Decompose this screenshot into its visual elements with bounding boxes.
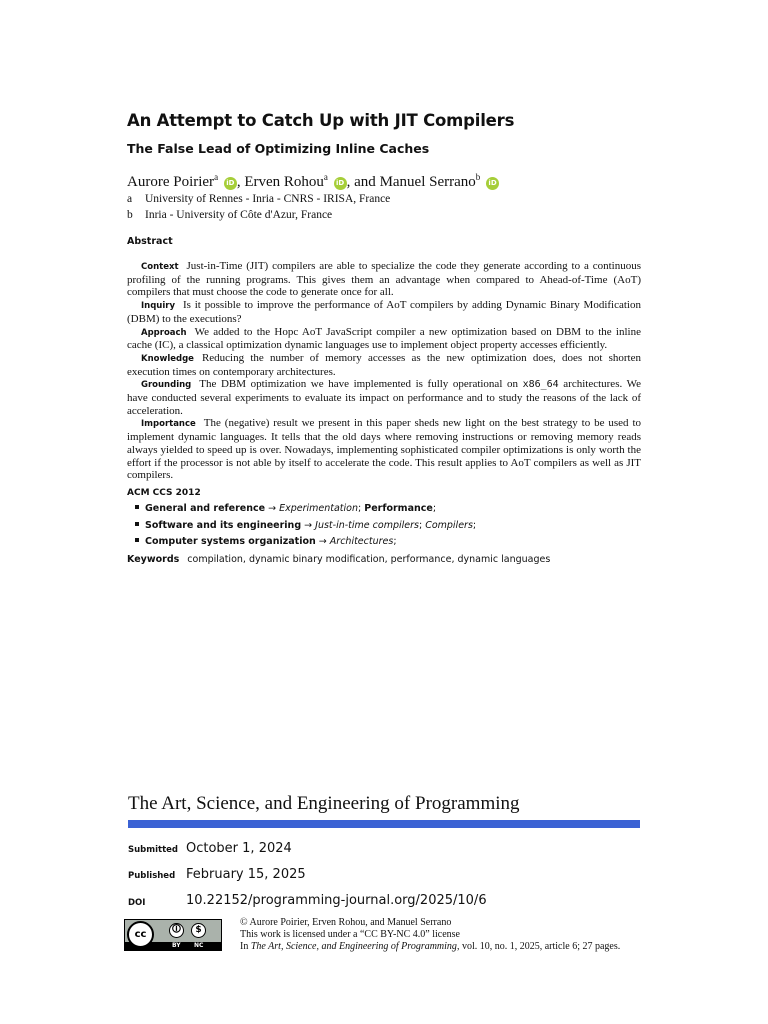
journal-color-bar: [128, 820, 640, 828]
arrow-icon: →: [318, 536, 327, 547]
ccs-category: General and reference: [145, 503, 266, 514]
ccs-separator: ;: [472, 520, 477, 531]
section-text: The DBM optimization we have implemented is fully operational on: [199, 378, 523, 391]
citation-journal: The Art, Science, and Engineering of Programming: [250, 941, 457, 952]
affiliation-letter: a: [127, 193, 133, 205]
section-text: Just-in-Time (JIT) compilers are able to specialize the code they generate according to a continuous profiling of the running programs. This gives them an advantage when compared to Ahead-of-Time (AoT) compilers that must choose the code to generate once for all.: [127, 260, 641, 299]
submitted-date: October 1, 2024: [186, 841, 292, 856]
submitted-label: Submitted: [128, 845, 179, 855]
abstract-section-context: [127, 260, 641, 299]
doi-label: DOI: [128, 898, 146, 908]
orcid-icon[interactable]: iD: [486, 177, 499, 190]
author-affiliation-mark: a: [323, 172, 328, 182]
journal-name: The Art, Science, and Engineering of Programming: [128, 793, 520, 814]
ccs-separator: ;: [418, 520, 426, 531]
paper-subtitle: The False Lead of Optimizing Inline Caches: [127, 141, 430, 156]
abstract-heading: Abstract: [127, 236, 173, 247]
author-name: Aurore Poirier: [127, 174, 215, 190]
section-text: Reducing the number of memory accesses as the new optimization does, does not shorten execution times on contemporary architectures.: [127, 351, 641, 378]
license-line: This work is licensed under a “CC BY-NC 4.0” license: [240, 929, 460, 940]
abstract-section-knowledge: [127, 352, 641, 378]
ccs-item: [135, 520, 476, 531]
ccs-concept: Experimentation: [279, 503, 359, 514]
ccs-item: [135, 503, 436, 514]
section-label: Knowledge: [141, 353, 194, 364]
abstract-section-inquiry: [127, 299, 641, 325]
non-commercial-icon: $: [191, 923, 206, 938]
author-separator: ,: [236, 174, 245, 190]
orcid-icon[interactable]: iD: [334, 177, 347, 190]
ccs-separator: ;: [358, 503, 365, 514]
section-text: We added to the Hopc AoT JavaScript compiler a new optimization based on DBM to the inline cache (IC), a classical optimization dynamic languages use to implement object property accesses efficiently.: [127, 325, 641, 352]
section-label: Context: [141, 262, 179, 272]
ccs-item: [135, 536, 397, 547]
ccs-heading: ACM CCS 2012: [127, 488, 201, 498]
section-label: Importance: [141, 419, 196, 430]
published-label: Published: [128, 871, 176, 881]
affiliation: [127, 209, 332, 221]
citation-prefix: In: [240, 941, 251, 952]
author-affiliation-mark: a: [214, 172, 219, 182]
citation-suffix: , vol. 10, no. 1, 2025, article 6; 27 pages.: [456, 941, 621, 952]
abstract-body: [127, 260, 641, 482]
ccs-category: Software and its engineering: [145, 520, 302, 531]
abstract-section-grounding: [127, 378, 641, 417]
doi-link[interactable]: 10.22152/programming-journal.org/2025/10/6: [186, 893, 487, 908]
author-name: Erven Rohou: [244, 174, 324, 190]
badge-nc-label: NC: [194, 942, 204, 949]
author-list: [127, 172, 499, 191]
author-separator: , and: [346, 174, 380, 190]
arrow-icon: →: [268, 503, 277, 514]
section-label: Inquiry: [141, 301, 175, 312]
affiliation-letter: b: [127, 209, 133, 221]
ccs-separator: ;: [393, 536, 397, 547]
bullet-icon: [135, 522, 139, 526]
affiliation: [127, 193, 390, 205]
badge-by-label: BY: [172, 942, 181, 949]
section-text: The (negative) result we present in this paper sheds new light on the best strategy to be used to implement dynamic languages. It tells that the old days where removing instructions or removing memory reads always yielded to speed up is over. Nowadays, implementing sophisticated compiler optimizations is only worth the effort if the processor is not able by itself to accelerate the code. This result applies to AoT compilers as well as JIT compilers.: [127, 417, 641, 482]
author-affiliation-mark: b: [475, 172, 481, 182]
arrow-icon: →: [304, 520, 313, 531]
section-label: Approach: [141, 327, 187, 338]
ccs-concept: Architectures: [329, 536, 394, 547]
affiliation-text: Inria - University of Côte d'Azur, France: [145, 209, 333, 221]
abstract-section-importance: [127, 417, 641, 482]
ccs-concept: Just-in-time compilers: [315, 520, 419, 531]
orcid-icon[interactable]: iD: [224, 177, 237, 190]
section-text: architectures. We have conducted several experiments to evaluate its impact on performance and to study the reasons of the lack of acceleration.: [127, 378, 641, 417]
paper-title: An Attempt to Catch Up with JIT Compilers: [127, 111, 515, 130]
code-architecture: x86_64: [522, 379, 559, 391]
abstract-section-approach: [127, 326, 641, 352]
bullet-icon: [135, 505, 139, 509]
ccs-separator: ;: [432, 503, 437, 514]
author-name: Manuel Serrano: [379, 174, 476, 190]
ccs-concept: Performance: [364, 503, 433, 514]
published-date: February 15, 2025: [186, 867, 306, 882]
ccs-category: Computer systems organization: [145, 536, 316, 547]
ccs-concept: Compilers: [425, 520, 473, 531]
citation-line: [240, 941, 620, 952]
keywords-label: Keywords: [127, 554, 180, 565]
affiliation-text: University of Rennes - Inria - CNRS - IRISA, France: [145, 193, 391, 205]
attribution-person-icon: 🛈: [169, 923, 184, 938]
section-label: Grounding: [141, 380, 192, 391]
keywords: [127, 554, 550, 565]
keywords-text: compilation, dynamic binary modification, performance, dynamic languages: [187, 554, 551, 565]
cc-by-nc-license-badge[interactable]: [124, 919, 222, 951]
section-text: Is it possible to improve the performance of AoT compilers by adding Dynamic Binary Modification (DBM) to the executions?: [127, 299, 641, 325]
copyright-line: © Aurore Poirier, Erven Rohou, and Manuel Serrano: [240, 917, 452, 928]
creative-commons-icon: cc: [127, 921, 154, 948]
bullet-icon: [135, 538, 139, 542]
